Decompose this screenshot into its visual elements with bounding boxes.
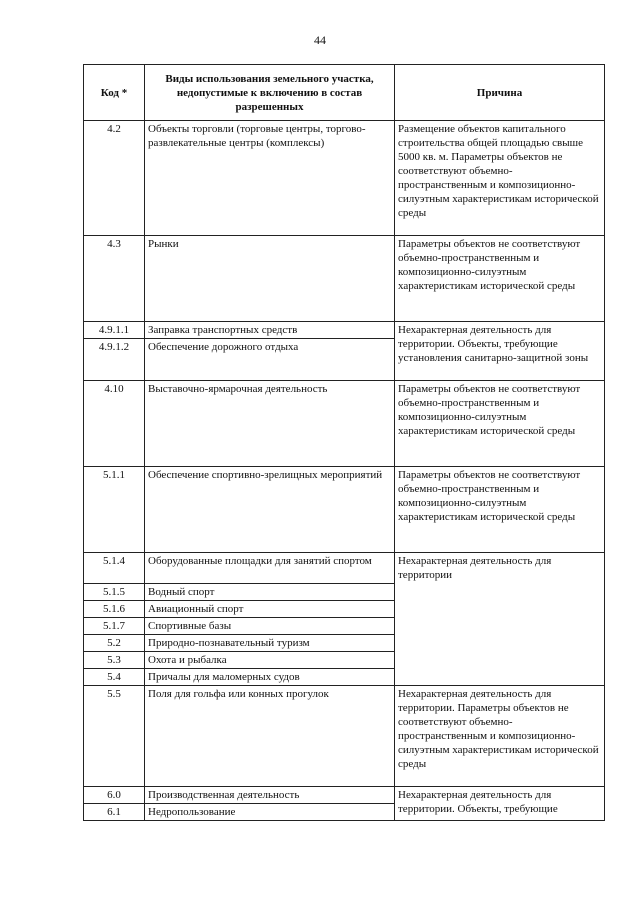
- row-use: Водный спорт: [145, 584, 395, 601]
- row-reason: Нехарактерная деятельность для территории: [395, 553, 605, 686]
- row-code: 5.1.5: [84, 584, 145, 601]
- row-use: Выставочно-ярмарочная деятельность: [145, 381, 395, 467]
- row-use: Охота и рыбалка: [145, 652, 395, 669]
- row-use: Природно-познавательный туризм: [145, 635, 395, 652]
- row-code: 4.3: [84, 236, 145, 322]
- table-row: [84, 467, 605, 553]
- header-use-type: Виды использования земельного участка, недопустимые к включению в состав разрешенных: [145, 65, 395, 121]
- row-code: 6.0: [84, 787, 145, 804]
- page-number: 44: [314, 33, 326, 47]
- row-reason: Размещение объектов капитального строительства общей площадью свыше 5000 кв. м. Параметры объектов не соответствуют объемно-пространственным и композиционно-силуэтным характеристикам исторической среды: [395, 121, 605, 236]
- row-code: 5.1.6: [84, 601, 145, 618]
- row-code: 5.5: [84, 686, 145, 787]
- header-code: Код *: [84, 65, 145, 121]
- row-reason: Нехарактерная деятельность для территории. Объекты, требующие: [395, 787, 605, 821]
- table-row: [84, 787, 605, 804]
- row-use: Производственная деятельность: [145, 787, 395, 804]
- row-reason: Нехарактерная деятельность для территории. Параметры объектов не соответствуют объемно-пространственным и композиционно-силуэтным характеристикам исторической среды: [395, 686, 605, 787]
- row-reason: Параметры объектов не соответствуют объемно-пространственным и композиционно-силуэтным характеристикам исторической среды: [395, 381, 605, 467]
- row-code: 5.1.4: [84, 553, 145, 584]
- row-use: Обеспечение дорожного отдыха: [145, 339, 395, 381]
- row-use: Причалы для маломерных судов: [145, 669, 395, 686]
- row-reason: Параметры объектов не соответствуют объемно-пространственным и композиционно-силуэтным характеристикам исторической среды: [395, 236, 605, 322]
- header-reason: Причина: [395, 65, 605, 121]
- row-use: Заправка транспортных средств: [145, 322, 395, 339]
- row-use: Авиационный спорт: [145, 601, 395, 618]
- row-code: 4.10: [84, 381, 145, 467]
- row-code: 5.1.7: [84, 618, 145, 635]
- row-code: 5.1.1: [84, 467, 145, 553]
- table-row: [84, 236, 605, 322]
- row-use: Спортивные базы: [145, 618, 395, 635]
- row-use: Поля для гольфа или конных прогулок: [145, 686, 395, 787]
- row-use: Недропользование: [145, 804, 395, 821]
- table-row: [84, 553, 605, 584]
- row-use: Объекты торговли (торговые центры, торгово-развлекательные центры (комплексы): [145, 121, 395, 236]
- row-use: Обеспечение спортивно-зрелищных мероприятий: [145, 467, 395, 553]
- row-use: Оборудованные площадки для занятий спортом: [145, 553, 395, 584]
- table-row: [84, 322, 605, 339]
- row-code: 5.2: [84, 635, 145, 652]
- table-row: [84, 686, 605, 787]
- row-code: 5.4: [84, 669, 145, 686]
- row-reason: Параметры объектов не соответствуют объемно-пространственным и композиционно-силуэтным характеристикам исторической среды: [395, 467, 605, 553]
- table-row: [84, 121, 605, 236]
- row-code: 6.1: [84, 804, 145, 821]
- table-row: [84, 381, 605, 467]
- row-code: 4.2: [84, 121, 145, 236]
- row-code: 4.9.1.1: [84, 322, 145, 339]
- row-use: Рынки: [145, 236, 395, 322]
- restrictions-table: [83, 64, 605, 821]
- row-code: 5.3: [84, 652, 145, 669]
- row-reason: Нехарактерная деятельность для территории. Объекты, требующие установления санитарно-защитной зоны: [395, 322, 605, 381]
- row-code: 4.9.1.2: [84, 339, 145, 381]
- table-header-row: [84, 65, 605, 121]
